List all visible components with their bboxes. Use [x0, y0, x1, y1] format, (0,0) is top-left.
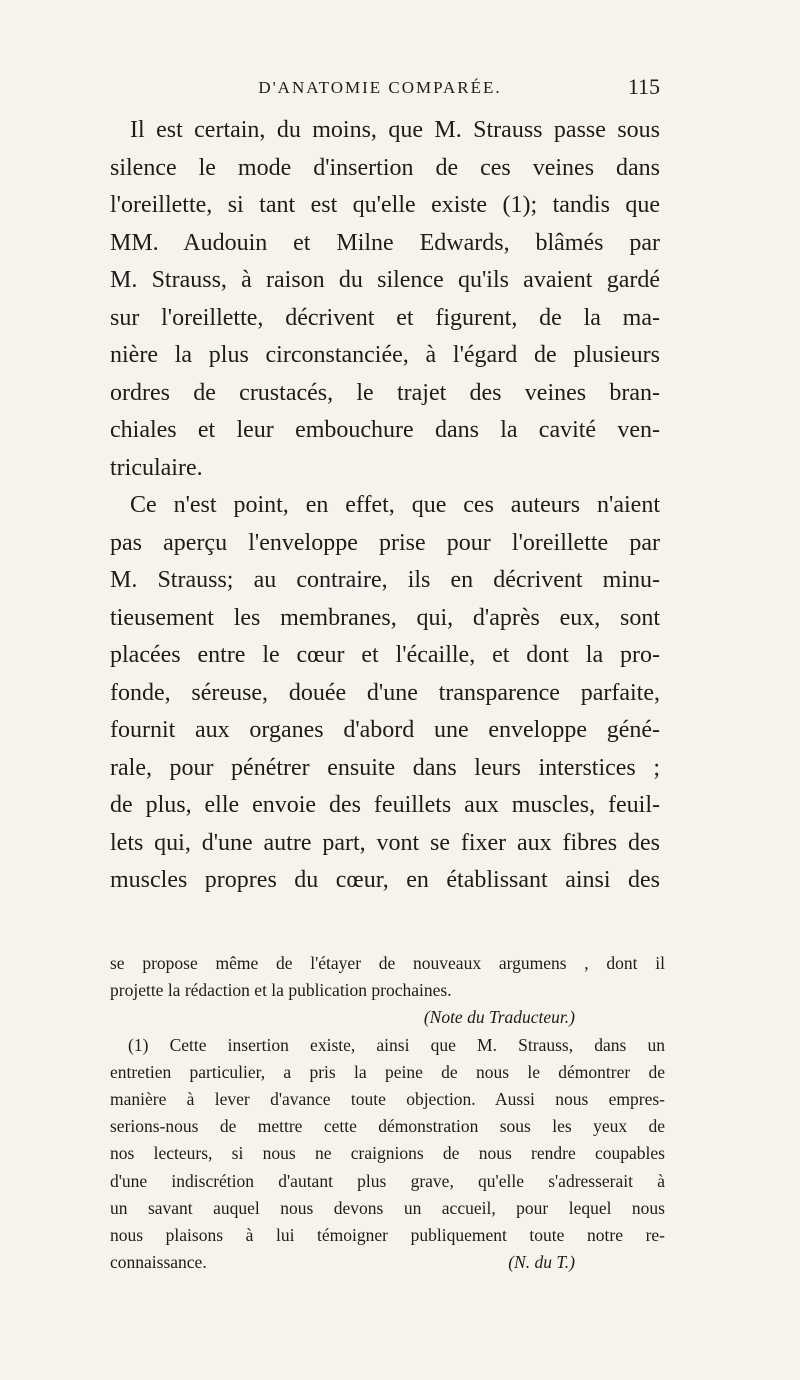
text-line: MM. Audouin et Milne Edwards, blâmés par — [110, 229, 660, 256]
footnote-line: se propose même de l'étayer de nouveaux argumens , dont il — [110, 953, 665, 973]
text-line: nière la plus circonstanciée, à l'égard de plusieurs — [110, 342, 660, 368]
text-line: l'oreillette, si tant est qu'elle existe (1); tandis que — [110, 192, 660, 218]
footnote-last-line — [110, 1249, 665, 1276]
text-line: Ce n'est point, en effet, que ces auteurs n'aient — [130, 492, 660, 518]
note-signature: (N. du T.) — [508, 1252, 575, 1273]
footnote-line: un savant auquel nous devons un accueil, pour lequel nous — [110, 1197, 665, 1218]
footnote-line: entretien particulier, a pris la peine de nous le démontrer de — [110, 1061, 665, 1082]
footnote-line: d'une indiscrétion d'autant plus grave, qu'elle s'adresserait à — [110, 1170, 665, 1191]
text-line: pas aperçu l'enveloppe prise pour l'oreillette par — [110, 529, 660, 556]
footnote-line: nos lecteurs, si nous ne craignions de nous rendre coupables — [110, 1143, 665, 1164]
translator-note-signature: (Note du Traducteur.) — [423, 1007, 575, 1028]
footnote-line: manière à lever d'avance toute objection. Aussi nous empres- — [110, 1089, 665, 1110]
main-text — [110, 112, 660, 900]
text-line: muscles propres du cœur, en établissant ainsi des — [110, 867, 660, 893]
footnote-line: nous plaisons à lui témoigner publiquement toute notre re- — [110, 1225, 665, 1246]
text-line: sur l'oreillette, décrivent et figurent, de la ma- — [110, 304, 660, 331]
footnote-line: connaissance. — [110, 1252, 207, 1273]
text-line: placées entre le cœur et l'écaille, et dont la pro- — [110, 642, 660, 668]
running-title: D'ANATOMIE COMPARÉE. — [258, 78, 502, 97]
text-line: M. Strauss, à raison du silence qu'ils avaient gardé — [110, 267, 660, 293]
page-number: 115 — [627, 74, 660, 99]
text-line: de plus, elle envoie des feuillets aux muscles, feuil- — [110, 792, 660, 818]
footnotes — [110, 950, 665, 1276]
text-line: rale, pour pénétrer ensuite dans leurs interstices ; — [110, 754, 660, 781]
text-line: ordres de crustacés, le trajet des veines bran- — [110, 379, 660, 406]
footnote-line: projette la rédaction et la publication prochaines. — [110, 980, 452, 1001]
text-line: Il est certain, du moins, que M. Strauss passe sous — [130, 117, 660, 143]
text-line: fonde, séreuse, douée d'une transparence parfaite, — [110, 679, 660, 706]
footnote-line: (1) Cette insertion existe, ainsi que M. Strauss, dans un — [128, 1034, 665, 1055]
page-header — [100, 74, 660, 108]
text-line: triculaire. — [110, 454, 203, 481]
text-line: lets qui, d'une autre part, vont se fixer aux fibres des — [110, 829, 660, 856]
text-line: M. Strauss; au contraire, ils en décrivent minu- — [110, 567, 660, 593]
text-line: fournit aux organes d'abord une enveloppe géné- — [110, 717, 660, 743]
text-line: chiales et leur embouchure dans la cavité ven- — [110, 417, 660, 443]
text-line: silence le mode d'insertion de ces veines dans — [110, 154, 660, 181]
text-line: tieusement les membranes, qui, d'après eux, sont — [110, 604, 660, 631]
footnote-line: serions-nous de mettre cette démonstration sous les yeux de — [110, 1116, 665, 1137]
